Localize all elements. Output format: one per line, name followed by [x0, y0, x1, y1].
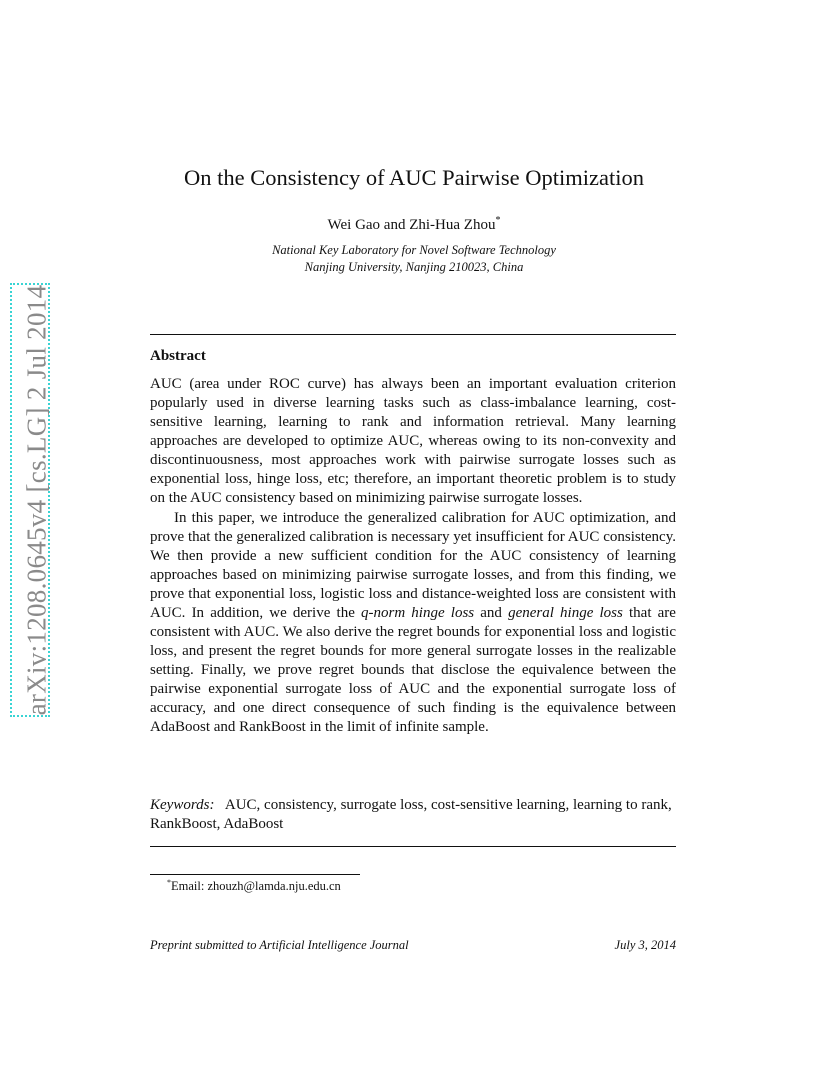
- keywords-label: Keywords:: [150, 797, 215, 813]
- term-general-hinge-loss: general hinge loss: [508, 605, 623, 621]
- abstract-body: [150, 375, 676, 737]
- abstract-bottom-rule: [150, 846, 676, 847]
- author-line: [0, 215, 828, 234]
- affiliation-line-2: Nanjing University, Nanjing 210023, China: [304, 260, 524, 274]
- author-footnote-mark: *: [495, 215, 501, 226]
- footnote: [167, 878, 341, 894]
- footnote-mark: *: [167, 878, 171, 887]
- abstract-paragraph-2-part-2: that are consistent with AUC. We also derive the regret bounds for exponential loss and logistic loss, and present the regret bounds for more general surrogate losses in the realizable setting. Finally, we prove regret bounds that disclose the equivalence between the pairwise exponential surrogate loss of AUC and the exponential surrogate loss of accuracy, and one direct consequence of such finding is the equivalence between AdaBoost and RankBoost in the limit of infinite sample.: [150, 605, 676, 735]
- abstract-top-rule: [150, 334, 676, 335]
- abstract-paragraph-2-and: and: [474, 605, 509, 621]
- arxiv-identifier: arXiv:1208.0645v4 [cs.LG] 2 Jul 2014: [21, 284, 52, 716]
- submission-date: July 3, 2014: [614, 938, 676, 952]
- preprint-note: Preprint submitted to Artificial Intelligence Journal: [150, 938, 409, 952]
- affiliation-line-1: National Key Laboratory for Novel Software Technology: [272, 243, 556, 257]
- abstract-paragraph-1: AUC (area under ROC curve) has always been an important evaluation criterion popularly used in diverse learning tasks such as class-imbalance learning, cost-sensitive learning, learning to rank and information retrieval. Many learning approaches are developed to optimize AUC, whereas owing to its non-convexity and discontinuousness, most approaches work with pairwise surrogate losses such as exponential loss, hinge loss, etc; therefore, an important theoretic problem is to study on the AUC consistency based on minimizing pairwise surrogate losses.: [150, 376, 676, 506]
- abstract-paragraph-2: [150, 509, 676, 737]
- keywords: [150, 796, 676, 834]
- abstract-heading: Abstract: [150, 348, 206, 364]
- keywords-text: AUC, consistency, surrogate loss, cost-sensitive learning, learning to rank, RankBoost, AdaBoost: [150, 797, 672, 832]
- author-names: Wei Gao and Zhi-Hua Zhou: [327, 217, 496, 233]
- abstract-paragraph-2-part-1: In this paper, we introduce the generalized calibration for AUC optimization, and prove that the generalized calibration is necessary yet insufficient for AUC consistency. We then provide a new sufficient condition for the AUC consistency of learning approaches based on minimizing pairwise surrogate losses, and from this finding, we prove that exponential loss, logistic loss and distance-weighted loss are consistent with AUC. In addition, we derive the: [150, 510, 676, 621]
- paper-title: On the Consistency of AUC Pairwise Optimization: [184, 165, 644, 190]
- term-q-norm-hinge-loss: q-norm hinge loss: [361, 605, 475, 621]
- footnote-rule: [150, 874, 360, 875]
- footnote-email: Email: zhouzh@lamda.nju.edu.cn: [171, 879, 341, 894]
